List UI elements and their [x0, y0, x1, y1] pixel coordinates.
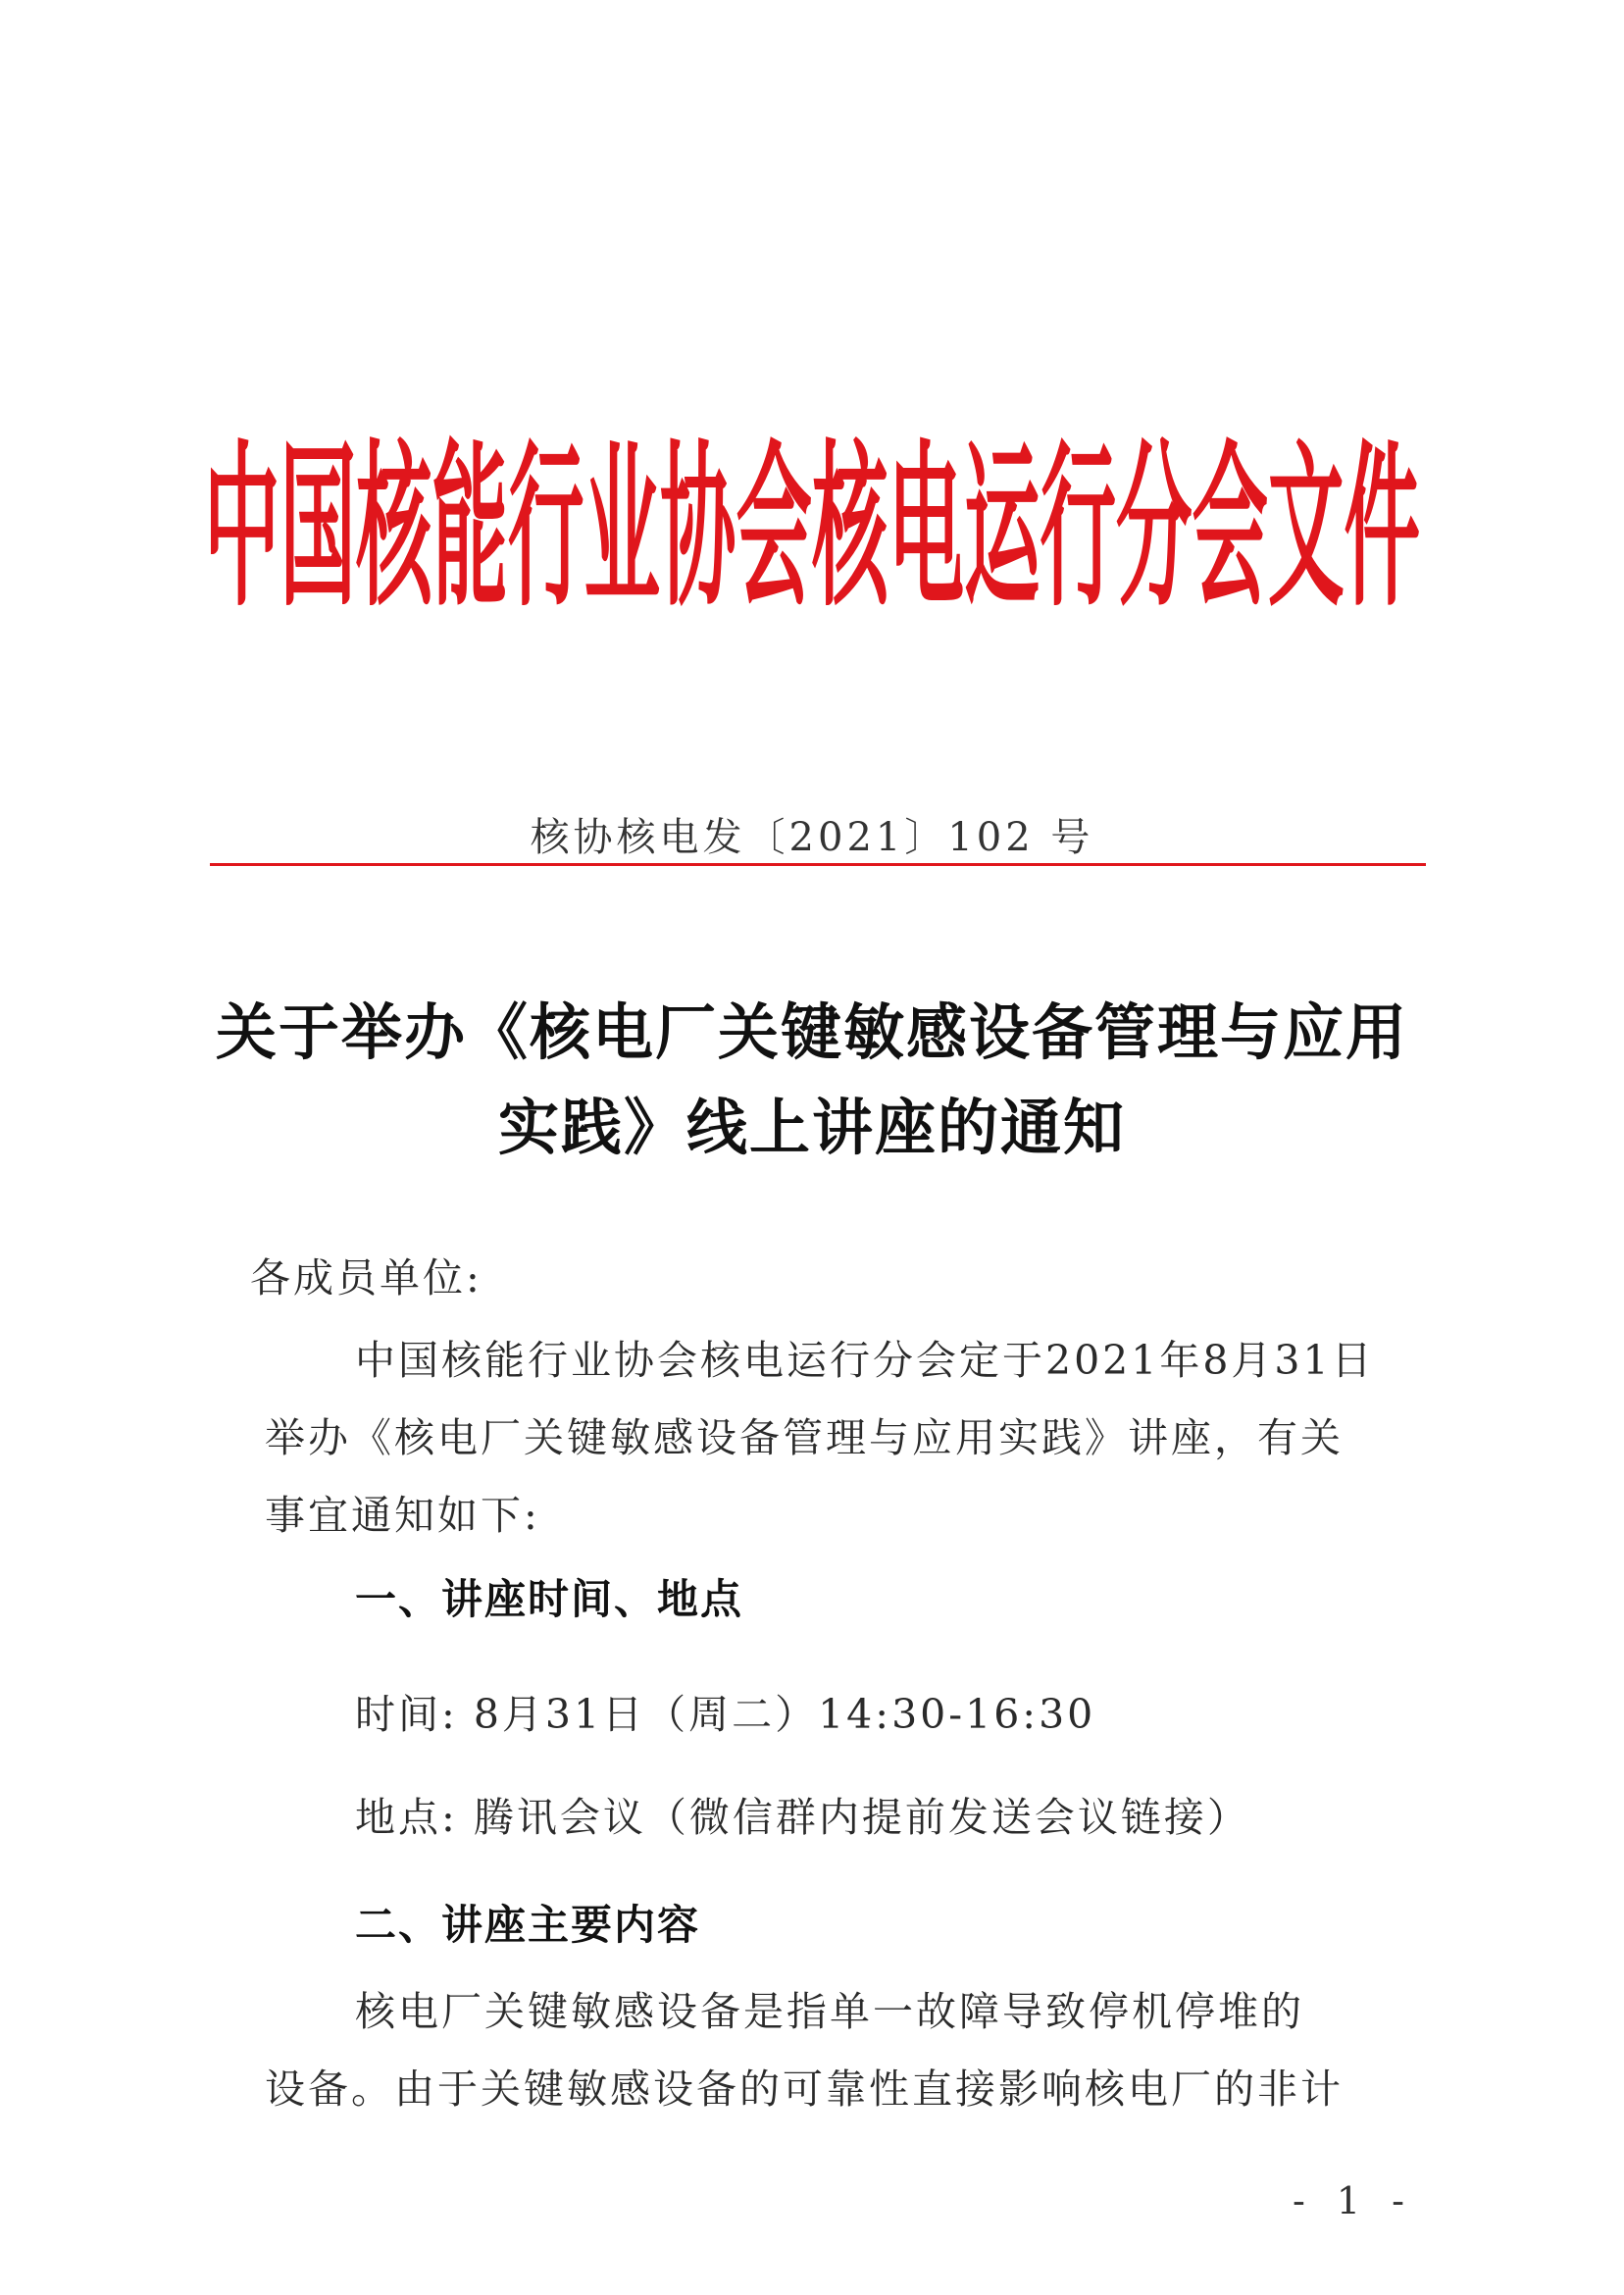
lecture-place: 地点: 腾讯会议（微信群内提前发送会议链接）	[355, 1794, 1250, 1841]
section-2-line-1: 核电厂关键敏感设备是指单一故障导致停机停堆的	[355, 1988, 1304, 2035]
section-2-line-2: 设备。由于关键敏感设备的可靠性直接影响核电厂的非计	[265, 2066, 1344, 2113]
salutation: 各成员单位:	[250, 1254, 482, 1301]
notice-title-line-2: 实践》线上讲座的通知	[497, 1092, 1126, 1163]
section-2-heading: 二、讲座主要内容	[355, 1901, 701, 1949]
intro-line-2: 举办《核电厂关键敏感设备管理与应用实践》讲座，有关	[265, 1414, 1344, 1461]
lecture-time: 时间: 8月31日（周二）14:30-16:30	[355, 1691, 1096, 1738]
organization-header-text: 中国核能行业协会核电运行分会文件	[204, 426, 1420, 631]
organization-header-title	[196, 387, 1428, 633]
intro-line-1: 中国核能行业协会核电运行分会定于2021年8月31日	[355, 1337, 1375, 1384]
section-1-heading: 一、讲座时间、地点	[355, 1575, 744, 1623]
page-number: - 1 -	[1293, 2179, 1415, 2222]
notice-title-line-1: 关于举办《核电厂关键敏感设备管理与应用	[215, 996, 1408, 1068]
red-divider-line	[210, 863, 1426, 866]
document-number: 核协核电发〔2021〕102 号	[530, 815, 1094, 860]
intro-line-3: 事宜通知如下:	[265, 1492, 540, 1539]
